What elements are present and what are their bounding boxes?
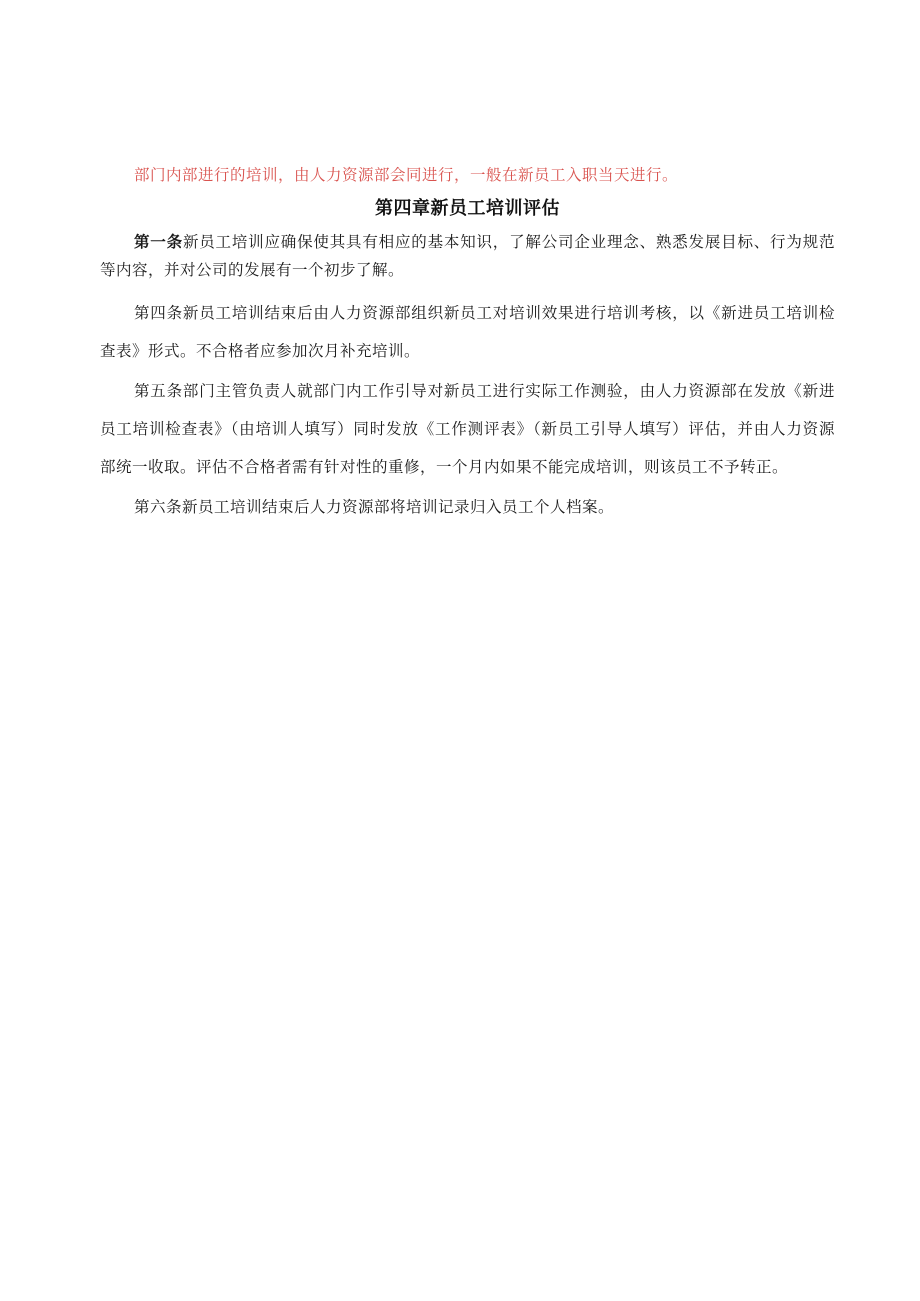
chapter-title: 第四章新员工培训评估 (375, 198, 560, 219)
article-1 (100, 228, 835, 284)
article-1-lead: 第一条 (134, 233, 183, 251)
article-5: 第五条部门主管负责人就部门内工作引导对新员工进行实际工作测验，由人力资源部在发放《新进员工培训检查表》（由培训人填写）同时发放《工作测评表》（新员工引导人填写）评估，并由人力资源部统一收取。评估不合格者需有针对性的重修，一个月内如果不能完成培训，则该员工不予转正。 (100, 382, 835, 476)
document-body (100, 160, 835, 528)
intro-paragraph: 部门内部进行的培训，由人力资源部会同进行，一般在新员工入职当天进行。 (134, 166, 679, 184)
article-6: 第六条新员工培训结束后人力资源部将培训记录归入员工个人档案。 (134, 498, 615, 516)
article-4: 第四条新员工培训结束后由人力资源部组织新员工对培训效果进行培训考核，以《新进员工培训检查表》形式。不合格者应参加次月补充培训。 (100, 304, 835, 360)
article-1-text: 新员工培训应确保使其具有相应的基本知识，了解公司企业理念、熟悉发展目标、行为规范等内容，并对公司的发展有一个初步了解。 (100, 233, 835, 279)
